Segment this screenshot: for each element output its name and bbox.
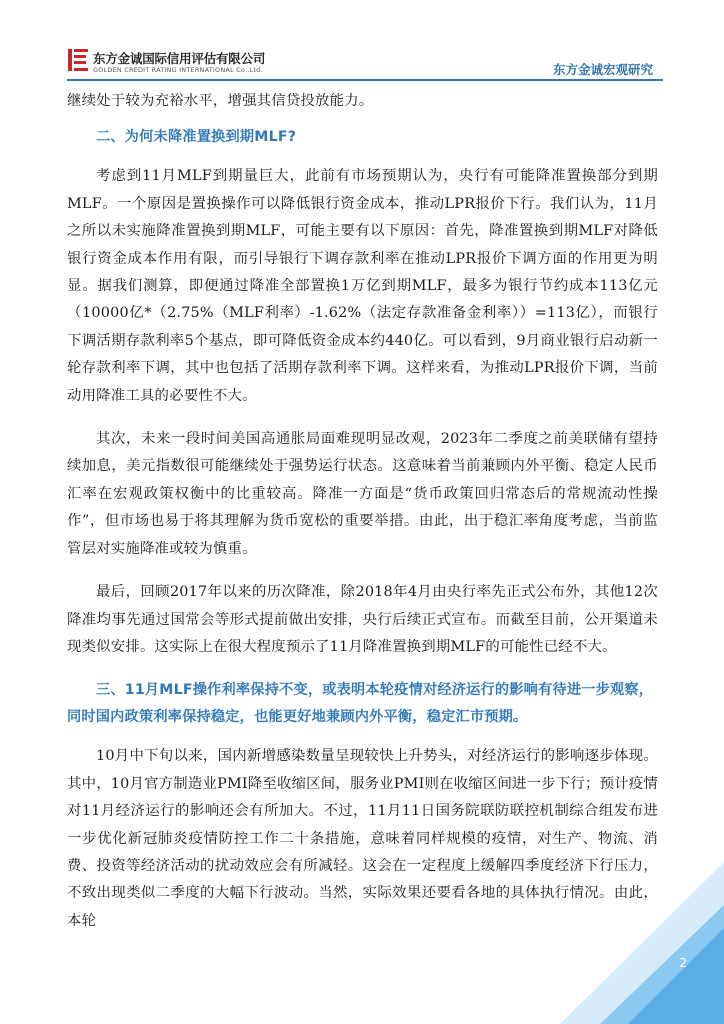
- company-name-en: GOLDEN CREDIT RATING INTERNATIONAL Co.,Ltd.: [93, 66, 263, 74]
- paragraph-intro: 继续处于较为充裕水平，增强其信贷投放能力。: [67, 93, 374, 109]
- paragraph-1: 考虑到11月MLF到期量巨大，此前有市场预期认为，央行有可能降准置换部分到期MLF。一个原因是置换操作可以降低银行资金成本，推动LPR报价下行。我们认为，11月之所以未实施降准置换到期MLF，可能主要有以下原因：首先，降准置换到期MLF对降低银行资金成本作用有限，而引导银行下调存款利率在推动LPR报价下调方面的作用更为明显。据我们测算，即便通过降准全部置换1万亿到期MLF，最多为银行节约成本113亿元（10000亿*（2.75%（MLF利率）-1.62%（法定存款准备金利率））=113亿），而银行下调活期存款利率5个基点，即可降低资金成本约440亿。可以看到，9月商业银行启动新一轮存款利率下调，其中也包括了活期存款利率下调。这样来看，为推动LPR报价下调，当前动用降准工具的必要性不大。: [67, 168, 658, 404]
- paragraph-3: 最后，回顾2017年以来的历次降准，除2018年4月由央行率先正式公布外，其他12次降准均事先通过国常会等形式提前做出安排，央行后续正式宣布。而截至目前，公开渠道未现类似安排。这实际上在很大程度预示了11月降准置换到期MLF的可能性已经不大。: [67, 584, 658, 655]
- section-heading-2: 二、为何未降准置换到期MLF?: [96, 129, 297, 146]
- paragraph-4: 10月中下旬以来，国内新增感染数量呈现较快上升势头，对经济运行的影响逐步体现。其中，10月官方制造业PMI降至收缩区间，服务业PMI则在收缩区间进一步下行；预计疫情对11月经济运行的影响还会有所加大。不过，11月11日国务院联防联控机制综合组发布进一步优化新冠肺炎疫情防控工作二十条措施，意味着同样规模的疫情，对生产、物流、消费、投资等经济活动的扰动效应会有所减轻。这会在一定程度上缓解四季度经济下行压力，不致出现类似二季度的大幅下行波动。当然，实际效果还要看各地的具体执行情况。由此，本轮: [67, 748, 658, 929]
- page-number: 2: [679, 956, 687, 970]
- section-heading-3: 三、11月MLF操作利率保持不变，或表明本轮疫情对经济运行的影响有待进一步观察，同时国内政策利率保持稳定，也能更好地兼顾内外平衡，稳定汇市预期。: [67, 682, 654, 726]
- paragraph-2: 其次，未来一段时间美国高通胀局面难现明显改观，2023年二季度之前美联储有望持续加息，美元指数很可能继续处于强势运行状态。这意味着当前兼顾内外平衡、稳定人民币汇率在宏观政策权衡中的比重较高。降准一方面是“货币政策回归常态后的常规流动性操作”，但市场也易于将其理解为货币宽松的重要举措。由此，出于稳汇率角度考虑，当前监管层对实施降准或较为慎重。: [67, 431, 658, 557]
- header-brand-title: 东方金诚宏观研究: [552, 62, 653, 77]
- company-name-cn: 东方金诚国际信用评估有限公司: [93, 51, 266, 66]
